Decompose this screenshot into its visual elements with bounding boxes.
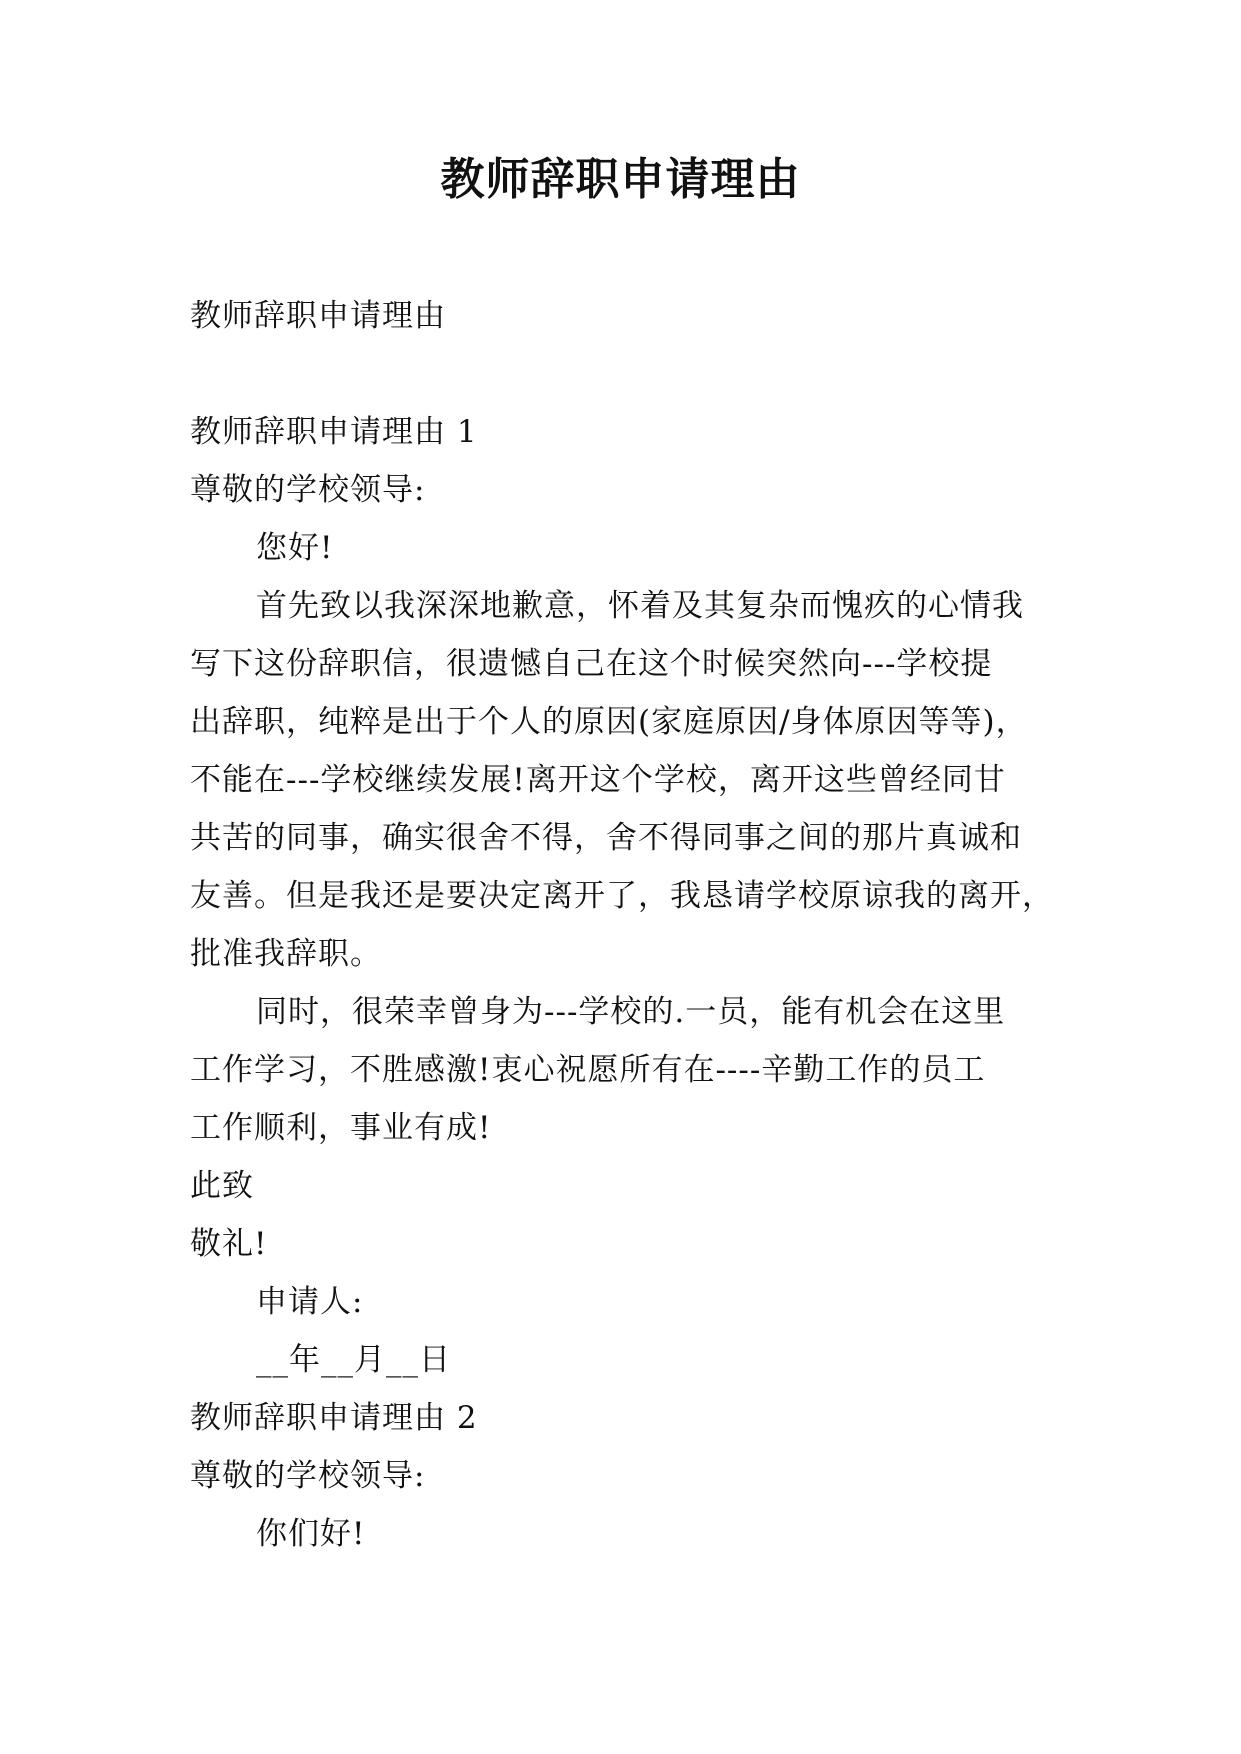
body-line: 写下这份辞职信，很遗憾自己在这个时候突然向---学校提: [190, 646, 993, 682]
salutation-2: 尊敬的学校领导:: [190, 1458, 426, 1494]
salutation-1: 尊敬的学校领导:: [190, 472, 426, 508]
greeting-1: 您好!: [256, 530, 334, 566]
closing-line: 此致: [190, 1168, 254, 1204]
closing-salute: 敬礼!: [190, 1226, 268, 1262]
document-title: 教师辞职申请理由: [440, 154, 801, 205]
body-line: 共苦的同事，确实很舍不得，舍不得同事之间的那片真诚和: [190, 820, 1022, 856]
body-line: 不能在---学校继续发展!离开这个学校，离开这些曾经同甘: [190, 762, 1006, 798]
section-heading-2: 教师辞职申请理由 2: [190, 1400, 478, 1436]
body-line: 批准我辞职。: [190, 936, 382, 972]
body-line: 首先致以我深深地歉意，怀着及其复杂而愧疚的心情我: [256, 588, 1024, 624]
body-line: 友善。但是我还是要决定离开了，我恳请学校原谅我的离开，: [190, 878, 1054, 914]
intro-heading: 教师辞职申请理由: [190, 298, 446, 334]
body-line: 工作学习，不胜感激!衷心祝愿所有在----辛勤工作的员工: [190, 1052, 986, 1088]
body-line: 同时，很荣幸曾身为---学校的.一员，能有机会在这里: [256, 994, 1006, 1030]
date-line: __年__月__日: [256, 1342, 451, 1378]
body-line: 出辞职，纯粹是出于个人的原因(家庭原因/身体原因等等)，: [190, 704, 1028, 740]
applicant-label: 申请人:: [256, 1284, 364, 1320]
greeting-2: 你们好!: [256, 1516, 366, 1552]
body-line: 工作顺利，事业有成!: [190, 1110, 492, 1146]
section-heading-1: 教师辞职申请理由 1: [190, 414, 478, 450]
